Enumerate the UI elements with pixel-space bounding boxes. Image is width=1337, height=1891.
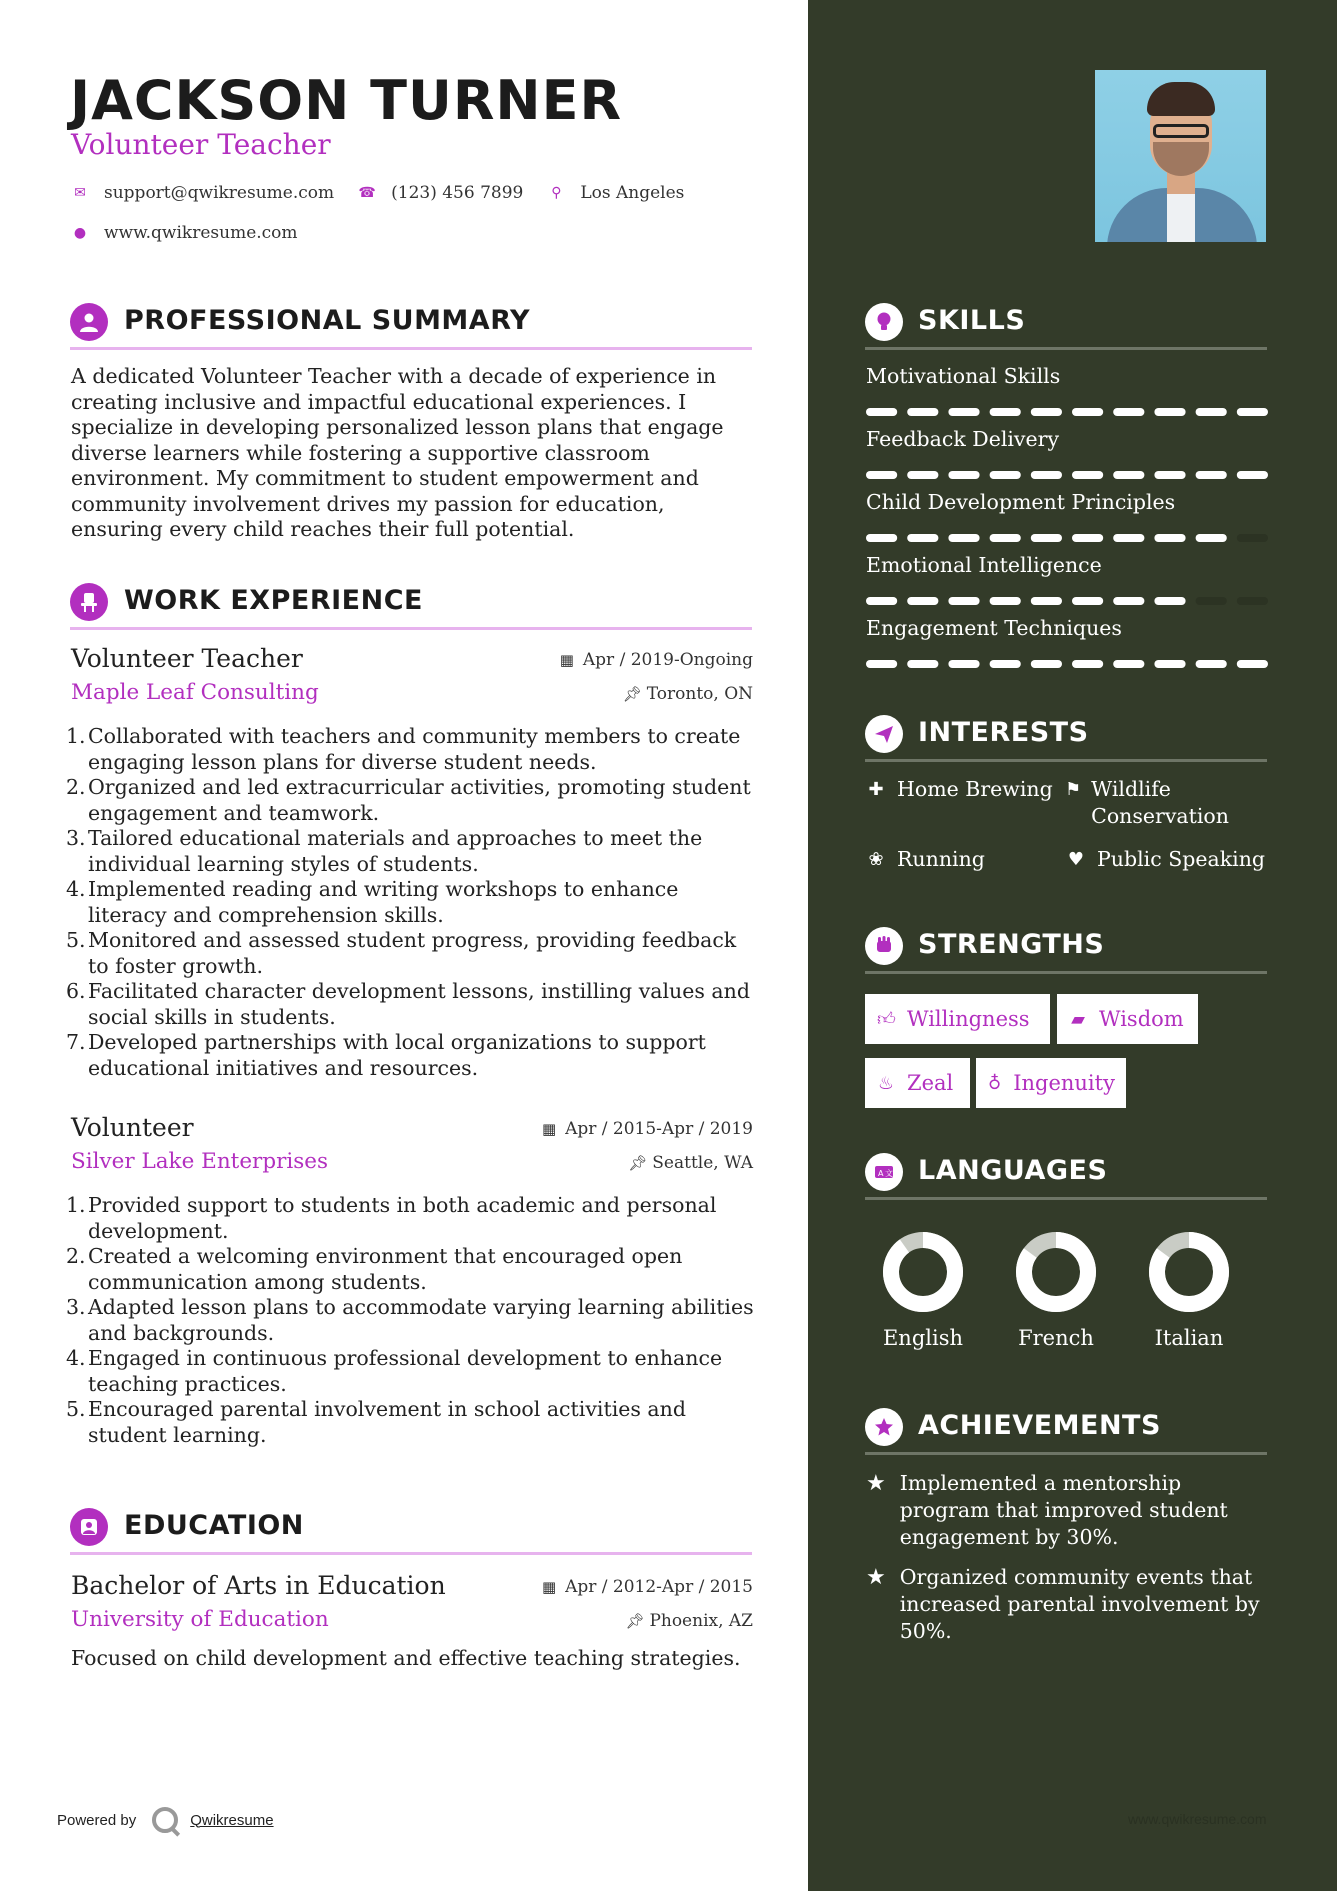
strength-chip — [865, 994, 1050, 1044]
skill-rating — [866, 408, 1268, 416]
education-location-text: Phoenix, AZ — [649, 1611, 753, 1631]
skill-dash-filled — [1113, 471, 1144, 479]
pushpin-icon: 📌︎ — [625, 1612, 645, 1630]
skill-dash-filled — [1154, 408, 1185, 416]
skill-dash-filled — [1031, 471, 1062, 479]
summary-text: A dedicated Volunteer Teacher with a decade of experience in creating inclusive and impactful educational experiences. I specialize in developing personalized lesson plans that engage diverse learners while fostering a supportive classroom environment. My commitment to student empowerment and community involvement drives my passion for education, ensuring every child reaches their full potential. — [71, 364, 724, 541]
list-item: 1. Provided support to students in both academic and personal development. — [66, 1193, 717, 1243]
interest-label: Public Speaking — [1097, 847, 1266, 871]
skill-dash-filled — [907, 534, 938, 542]
achievement-item — [866, 1470, 1268, 1551]
list-item: 5. Encouraged parental involvement in school activities and student learning. — [66, 1397, 686, 1447]
calendar-icon: ▦ — [559, 651, 574, 669]
job-title: Volunteer Teacher — [71, 644, 303, 673]
skill-rating — [866, 660, 1268, 668]
skill-dash-filled — [948, 597, 979, 605]
skill-dash-filled — [1072, 408, 1103, 416]
skill-dash-filled — [1237, 408, 1268, 416]
skill-dash-filled — [990, 660, 1021, 668]
skill-dash-filled — [866, 534, 897, 542]
skills-title: SKILLS — [918, 305, 1026, 336]
achievement-text: Implemented a mentorship program that improved student engagement by 30%. — [899, 1471, 1228, 1549]
interest-label: Wildlife Conservation — [1091, 777, 1229, 828]
ring-fill — [891, 1240, 955, 1304]
skill-rating — [866, 471, 1268, 479]
list-item: 3. Tailored educational materials and approaches to meet the individual learning styles of students. — [66, 826, 703, 876]
languages-section-header — [865, 1150, 1267, 1200]
skill-dash-filled — [948, 660, 979, 668]
contact-email[interactable]: support@qwikresume.com — [104, 183, 335, 203]
language-name: French — [1018, 1326, 1094, 1350]
strength-label: Ingenuity — [1013, 1071, 1115, 1095]
skill-dash-filled — [1237, 471, 1268, 479]
skill-name: Emotional Intelligence — [866, 553, 1102, 577]
shooting-star-icon: ★ — [866, 1565, 886, 1590]
skill-dash-filled — [1072, 597, 1103, 605]
list-item: 4. Implemented reading and writing workshops to enhance literacy and comprehension skills. — [66, 877, 679, 927]
powered-by-label: Powered by — [57, 1811, 137, 1829]
achievement-text: Organized community events that increased parental involvement by 50%. — [899, 1565, 1260, 1643]
skill-dash-filled — [907, 660, 938, 668]
work-section-header — [70, 580, 752, 630]
skill-dash-filled — [866, 408, 897, 416]
list-item: 5. Monitored and assessed student progress, providing feedback to foster growth. — [66, 928, 737, 978]
calendar-icon: ▦ — [541, 1120, 557, 1138]
skill-name: Engagement Techniques — [866, 616, 1122, 640]
lightbulb-icon: ♁ — [988, 1072, 1002, 1094]
skill-dash-filled — [866, 471, 897, 479]
job-location — [628, 1153, 753, 1173]
qwikresume-logo-icon — [152, 1807, 178, 1833]
skill-dash-empty — [1237, 534, 1268, 542]
list-item: 7. Developed partnerships with local organizations to support educational initiatives and resources. — [66, 1030, 706, 1080]
skill-dash-filled — [948, 471, 979, 479]
skill-item — [866, 427, 1268, 451]
book-icon: ▰ — [1071, 1008, 1085, 1030]
job-location-text: Toronto, ON — [646, 684, 753, 704]
skill-item — [866, 553, 1268, 577]
job-location-text: Seattle, WA — [652, 1153, 753, 1173]
education-section-header — [70, 1505, 752, 1555]
skill-item — [866, 616, 1268, 640]
strength-chip — [976, 1058, 1126, 1108]
flag-icon: ⚑ — [1065, 779, 1082, 800]
job-date — [541, 1119, 753, 1139]
svg-text:A: A — [878, 1169, 884, 1178]
list-item: 2. Created a welcoming environment that encouraged open communication among students. — [66, 1244, 683, 1294]
strengths-section-header — [865, 924, 1267, 974]
language-name: English — [882, 1326, 964, 1350]
skill-name: Child Development Principles — [866, 490, 1176, 514]
candidate-role: Volunteer Teacher — [71, 128, 331, 161]
skill-dash-filled — [990, 408, 1021, 416]
skill-dash-filled — [990, 471, 1021, 479]
candidate-name: JACKSON TURNER — [70, 69, 623, 132]
paper-plane-icon — [865, 715, 903, 753]
interest-label: Running — [897, 847, 985, 871]
strength-label: Zeal — [907, 1071, 954, 1095]
skill-rating — [866, 534, 1268, 542]
work-title: WORK EXPERIENCE — [124, 585, 423, 616]
language-item — [1134, 1230, 1244, 1350]
strength-label: Wisdom — [1099, 1007, 1184, 1031]
list-item: 1. Collaborated with teachers and community members to create engaging lesson plans for diverse student needs. — [66, 724, 741, 774]
job-location — [623, 684, 753, 704]
skill-dash-filled — [1113, 408, 1144, 416]
skill-dash-empty — [1237, 597, 1268, 605]
phone-icon: ☎ — [358, 185, 376, 201]
pushpin-icon: 📌︎ — [628, 1154, 648, 1172]
envelope-icon: ✉ — [74, 185, 86, 201]
language-proficiency-ring — [881, 1230, 965, 1314]
contact-location: Los Angeles — [580, 183, 685, 203]
paw-icon: ❀ — [868, 849, 884, 870]
skill-dash-filled — [1031, 534, 1062, 542]
languages-title: LANGUAGES — [918, 1155, 1108, 1186]
globe-icon: ● — [73, 225, 87, 241]
list-item: 6. Facilitated character development lessons, instilling values and social skills in students. — [66, 979, 750, 1029]
job-date-text: Apr / 2015-Apr / 2019 — [565, 1119, 753, 1139]
skill-rating — [866, 597, 1268, 605]
skill-dash-filled — [907, 471, 938, 479]
graduate-icon — [70, 1508, 108, 1546]
skill-dash-filled — [1072, 471, 1103, 479]
language-name: Italian — [1154, 1326, 1224, 1350]
skill-dash-filled — [948, 408, 979, 416]
watermark: www.qwikresume.com — [1128, 1811, 1267, 1827]
skill-dash-filled — [1154, 534, 1185, 542]
achievement-item — [866, 1564, 1268, 1645]
list-item: 4. Engaged in continuous professional development to enhance teaching practices. — [66, 1346, 723, 1396]
skill-dash-filled — [1072, 660, 1103, 668]
skill-dash-filled — [1196, 660, 1227, 668]
fist-icon — [865, 927, 903, 965]
skill-dash-filled — [1113, 534, 1144, 542]
profile-photo — [1095, 70, 1266, 242]
summary-section-header — [70, 300, 752, 350]
contact-row — [71, 183, 708, 203]
skill-dash-filled — [1154, 471, 1185, 479]
job-company: Maple Leaf Consulting — [71, 680, 319, 705]
interest-item — [1065, 776, 1255, 830]
education-location — [625, 1611, 753, 1631]
skill-dash-filled — [907, 597, 938, 605]
svg-text:文: 文 — [885, 1169, 893, 1178]
job-date-text: Apr / 2019-Ongoing — [582, 650, 753, 670]
lightbulb-icon — [865, 303, 903, 341]
skill-dash-filled — [990, 597, 1021, 605]
sidebar — [808, 0, 1337, 1891]
fire-icon: ♨ — [877, 1072, 895, 1094]
job-title: Volunteer — [71, 1113, 194, 1142]
achievements-section-header — [865, 1405, 1267, 1455]
interest-label: Home Brewing — [897, 777, 1053, 801]
contact-phone[interactable]: (123) 456 7899 — [391, 183, 524, 203]
skill-item — [866, 364, 1268, 388]
skill-dash-filled — [1031, 597, 1062, 605]
skill-dash-filled — [1031, 408, 1062, 416]
job-duties — [66, 724, 756, 1081]
strength-chip — [865, 1058, 970, 1108]
skill-dash-filled — [990, 534, 1021, 542]
calendar-icon: ▦ — [541, 1578, 557, 1596]
strengths-title: STRENGTHS — [918, 929, 1105, 960]
contact-row-web — [71, 223, 322, 243]
heartbeat-icon: ♥ — [1067, 849, 1085, 870]
skills-section-header — [865, 300, 1267, 350]
user-icon — [70, 303, 108, 341]
language-item — [868, 1230, 978, 1350]
map-pin-icon: ⚲ — [551, 185, 562, 201]
job-date — [559, 650, 753, 670]
skill-dash-filled — [948, 534, 979, 542]
skill-dash-filled — [1154, 597, 1185, 605]
degree: Bachelor of Arts in Education — [71, 1571, 446, 1600]
interest-item — [865, 846, 1055, 873]
education-description: Focused on child development and effective teaching strategies. — [71, 1646, 741, 1670]
language-item — [1001, 1230, 1111, 1350]
shooting-star-icon: ★ — [866, 1471, 886, 1496]
language-proficiency-ring — [1147, 1230, 1231, 1314]
interest-item — [865, 776, 1055, 803]
interests-section-header — [865, 712, 1267, 762]
skill-name: Feedback Delivery — [866, 427, 1060, 451]
skill-dash-filled — [866, 597, 897, 605]
strength-chip — [1057, 994, 1198, 1044]
skill-dash-filled — [1031, 660, 1062, 668]
skill-name: Motivational Skills — [866, 364, 1061, 388]
thumbs-up-icon: 👍︎ — [877, 1009, 896, 1030]
interest-item — [1065, 846, 1275, 873]
summary-title: PROFESSIONAL SUMMARY — [124, 305, 531, 336]
list-item: 3. Adapted lesson plans to accommodate varying learning abilities and backgrounds. — [66, 1295, 754, 1345]
skill-item — [866, 490, 1268, 514]
skill-dash-empty — [1196, 597, 1227, 605]
strength-label: Willingness — [907, 1007, 1030, 1031]
skill-dash-filled — [1196, 534, 1227, 542]
star-badge-icon — [865, 1408, 903, 1446]
school: University of Education — [71, 1607, 329, 1632]
education-date — [541, 1577, 753, 1597]
puzzle-icon: ✚ — [868, 779, 884, 800]
pushpin-icon: 📌︎ — [622, 685, 642, 703]
chair-icon — [70, 583, 108, 621]
skill-dash-filled — [866, 660, 897, 668]
skill-dash-filled — [907, 408, 938, 416]
skill-dash-filled — [1196, 408, 1227, 416]
skill-dash-filled — [1196, 471, 1227, 479]
language-proficiency-ring — [1014, 1230, 1098, 1314]
brand-link[interactable]: Qwikresume — [190, 1811, 274, 1829]
education-title: EDUCATION — [124, 1510, 304, 1541]
skill-dash-filled — [1237, 660, 1268, 668]
skill-dash-filled — [1072, 534, 1103, 542]
list-item: 2. Organized and led extracurricular activities, promoting student engagement and teamwork. — [66, 775, 751, 825]
skill-dash-filled — [1113, 660, 1144, 668]
achievements-title: ACHIEVEMENTS — [918, 1410, 1161, 1441]
interests-title: INTERESTS — [918, 717, 1089, 748]
powered-by — [57, 1807, 274, 1833]
job-company: Silver Lake Enterprises — [71, 1149, 329, 1174]
contact-website[interactable]: www.qwikresume.com — [104, 223, 298, 243]
skill-dash-filled — [1113, 597, 1144, 605]
education-date-text: Apr / 2012-Apr / 2015 — [565, 1577, 753, 1597]
translate-icon — [865, 1153, 903, 1191]
job-duties — [66, 1193, 756, 1448]
skill-dash-filled — [1154, 660, 1185, 668]
